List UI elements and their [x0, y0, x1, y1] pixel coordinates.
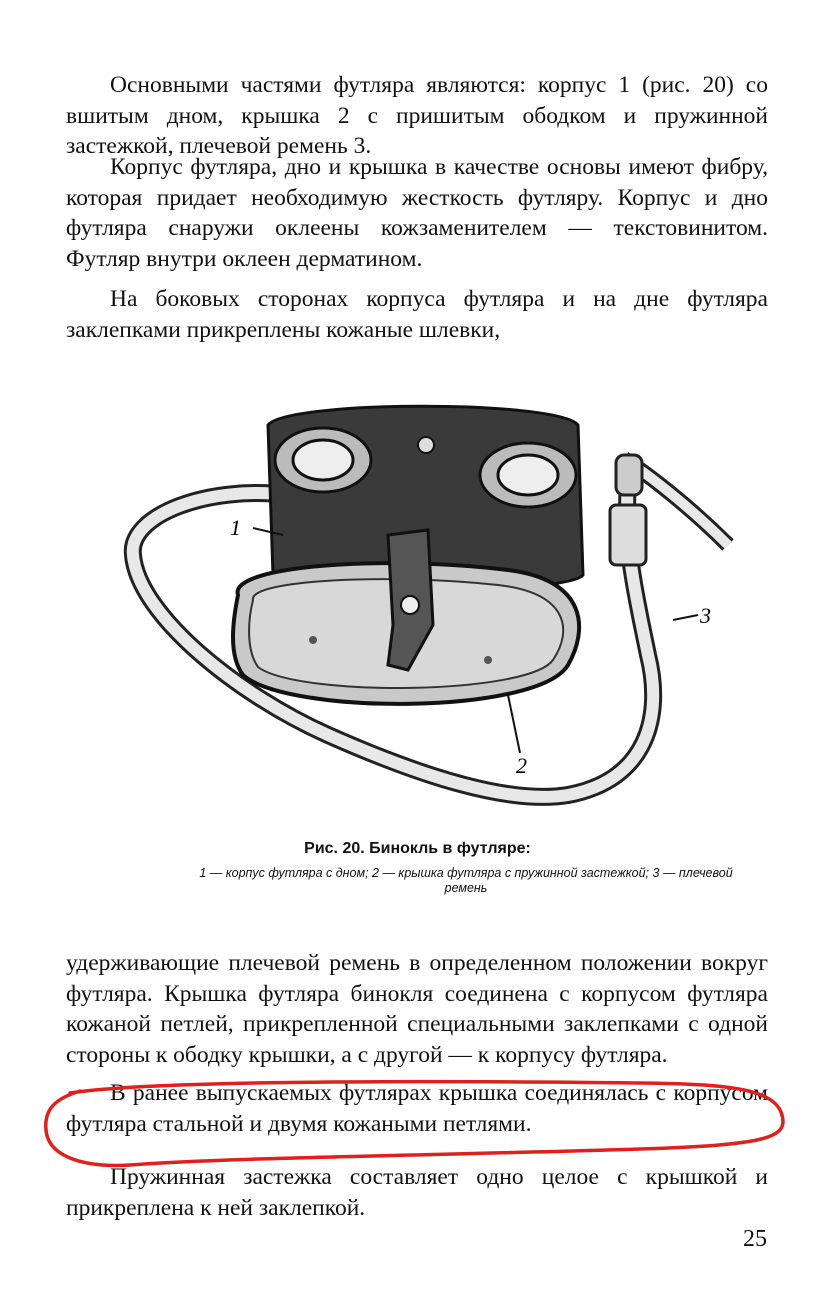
page-number: 25: [743, 1226, 767, 1252]
figure-label-2: 2: [516, 753, 527, 778]
binocular-case-illustration: [88, 395, 748, 825]
paragraph-5-highlighted: В ранее выпускаемых футлярах крышка соединялась с корпусом футляра стальной и двумя кожаными петлями.: [66, 1080, 768, 1137]
figure-caption-legend: 1 — корпус футляра с дном; 2 — крышка футляра с пружинной застежкой; 3 — плечевой ремень: [199, 866, 733, 895]
figure-label-1: 1: [230, 515, 241, 540]
paragraph-6: Пружинная застежка составляет одно целое с крышкой и прикреплена к ней заклепкой.: [66, 1164, 768, 1221]
figure-label-3: 3: [700, 603, 711, 628]
red-highlight-annotation: [40, 1075, 790, 1173]
figure-caption-title: Рис. 20. Бинокль в футляре:: [304, 840, 531, 857]
paragraph-4: удерживающие плечевой ремень в определенном положении вокруг футляра. Крышка футляра бинокля соединена с корпусом футляра кожаной петлей, прикрепленной специальными заклепками с одной стороны к ободку крышки, а с другой — к корпусу футляра.: [66, 950, 768, 1068]
paragraph-1: Основными частями футляра являются: корпус 1 (рис. 20) со вшитым дном, крышка 2 с пришитым ободком и пружинной застежкой, плечевой ремень 3.: [66, 72, 768, 159]
paragraph-2: Корпус футляра, дно и крышка в качестве основы имеют фибру, которая придает необходимую жесткость футляру. Корпус и дно футляра снаружи оклеены кожзаменителем — текстовинитом. Футляр внутри оклеен дерматином.: [66, 154, 768, 272]
paragraph-3: На боковых сторонах корпуса футляра и на дне футляра заклепками прикреплены кожаные шлевки,: [66, 286, 768, 343]
